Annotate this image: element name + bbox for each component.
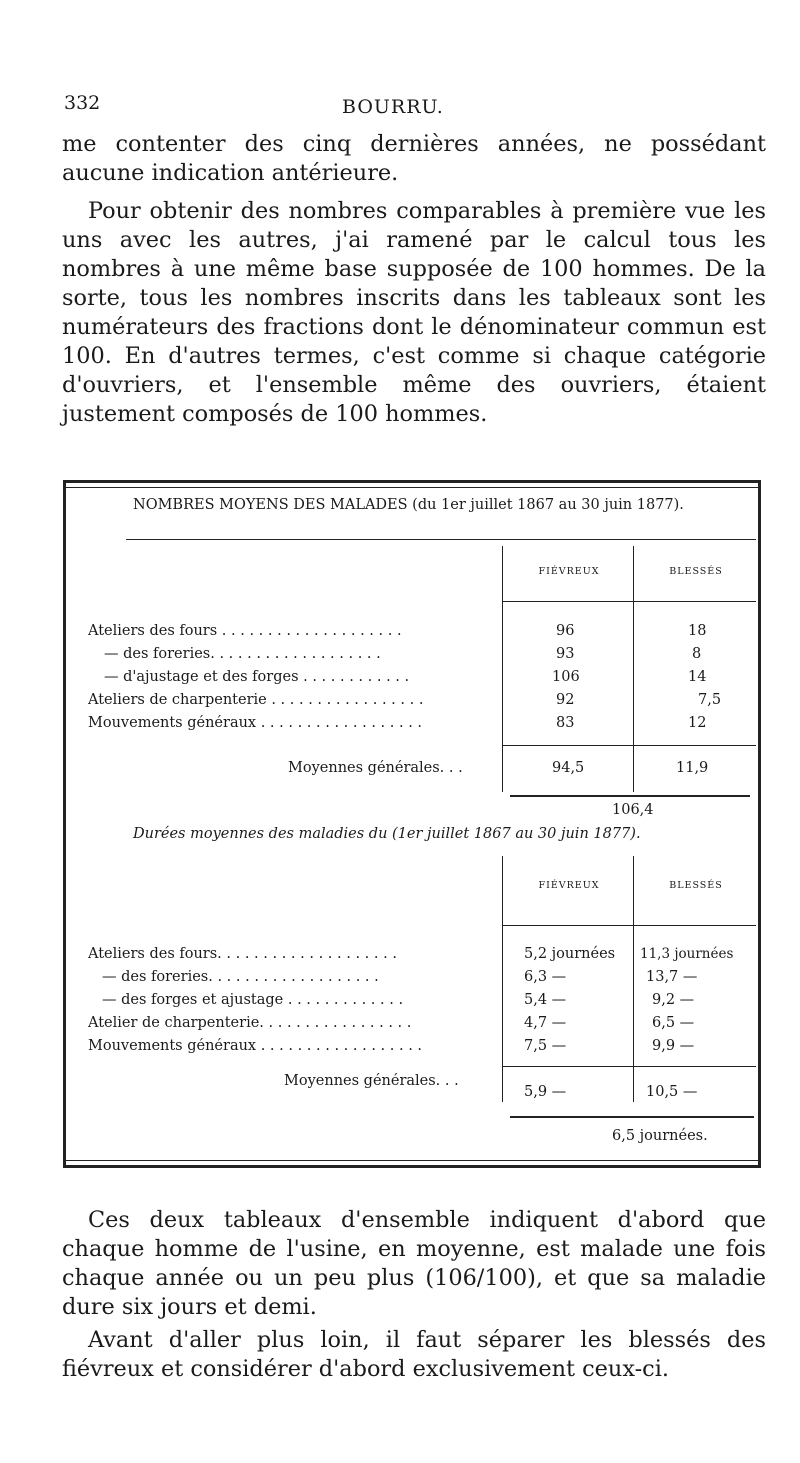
table1-cell-fievreux: 92 bbox=[556, 692, 575, 708]
table2-mean-label: Moyennes générales. . . bbox=[284, 1073, 459, 1089]
table1-cell-blesses: 7,5 bbox=[698, 692, 722, 708]
table2-cell-blesses: 11,3 journées bbox=[640, 946, 734, 962]
paragraph-2: Pour obtenir des nombres comparables à première vue les uns avec les autres, j'ai ramené par le calcul tous les nombres à une même base supposée de 100 hommes. De la sorte, tous les nombres inscrits dans les tableaux sont les numérateurs des fractions dont le dénominateur commun est 100. En d'autres termes, c'est comme si chaque catégorie d'ouvriers, et l'ensemble même des ouvriers, étaient justement composés de 100 hommes. bbox=[62, 198, 766, 427]
frame-inner-bottom-rule bbox=[66, 1160, 758, 1161]
table1-header-fievreux: FIÉVREUX bbox=[538, 566, 600, 577]
running-title: BOURRU. bbox=[342, 96, 444, 118]
table1-mean-blesses: 11,9 bbox=[676, 760, 709, 776]
table2-cell-blesses: 13,7 — bbox=[646, 969, 698, 985]
table1-sum-rule bbox=[502, 745, 756, 746]
table1-title: NOMBRES MOYENS DES MALADES (du 1er juillet 1867 au 30 juin 1877). bbox=[133, 497, 684, 513]
table2-cell-fievreux: 4,7 — bbox=[524, 1015, 567, 1031]
table1-col-divider-left bbox=[502, 546, 503, 792]
table1-mean-fievreux: 94,5 bbox=[552, 760, 585, 776]
table2-header-fievreux: FIÉVREUX bbox=[538, 880, 600, 891]
table1-row-label: Ateliers des fours . . . . . . . . . . . . . . . . . . . . bbox=[88, 623, 402, 639]
table1-row-label: Mouvements généraux . . . . . . . . . . . . . . . . . . bbox=[88, 715, 423, 731]
paragraph-1: me contenter des cinq dernières années, ne possédant aucune indication antérieure. bbox=[62, 131, 766, 186]
paragraph-4: Avant d'aller plus loin, il faut séparer les blessés des fiévreux et considérer d'abord exclusivement ceux-ci. bbox=[62, 1327, 766, 1382]
table2-cell-blesses: 9,9 — bbox=[652, 1038, 695, 1054]
table2-title: Durées moyennes des maladies du (1er juillet 1867 au 30 juin 1877). bbox=[133, 826, 641, 842]
table2-cell-blesses: 6,5 — bbox=[652, 1015, 695, 1031]
table1-header-blesses: BLESSÉS bbox=[669, 566, 723, 577]
table2-row-label: — des forges et ajustage . . . . . . . . . . . . . bbox=[102, 992, 404, 1008]
table1-header-rule bbox=[502, 601, 756, 602]
table2-cell-blesses: 9,2 — bbox=[652, 992, 695, 1008]
table1-cell-blesses: 12 bbox=[688, 715, 707, 731]
table1-row-label: — des foreries. . . . . . . . . . . . . . . . . . . bbox=[104, 646, 381, 662]
table2-header-blesses: BLESSÉS bbox=[669, 880, 723, 891]
table2-row-label: Mouvements généraux . . . . . . . . . . . . . . . . . . bbox=[88, 1038, 423, 1054]
table2-cell-fievreux: 7,5 — bbox=[524, 1038, 567, 1054]
table2-cell-fievreux: 6,3 — bbox=[524, 969, 567, 985]
table2-cell-fievreux: 5,4 — bbox=[524, 992, 567, 1008]
table1-cell-fievreux: 106 bbox=[552, 669, 580, 685]
table2-sum-rule bbox=[502, 1066, 756, 1067]
table1-cell-fievreux: 96 bbox=[556, 623, 575, 639]
table1-cell-blesses: 8 bbox=[692, 646, 702, 662]
table1-cell-fievreux: 83 bbox=[556, 715, 575, 731]
page-number: 332 bbox=[64, 92, 101, 114]
frame-inner-top-rule bbox=[66, 487, 758, 488]
table1-cell-blesses: 14 bbox=[688, 669, 707, 685]
table2-row-label: Atelier de charpenterie. . . . . . . . . . . . . . . . . bbox=[88, 1015, 412, 1031]
table2-row-label: Ateliers des fours. . . . . . . . . . . . . . . . . . . . bbox=[88, 946, 397, 962]
table2-mean-blesses: 10,5 — bbox=[646, 1084, 698, 1100]
table2-header-rule bbox=[502, 925, 756, 926]
paragraph-3: Ces deux tableaux d'ensemble indiquent d'abord que chaque homme de l'usine, en moyenne, est malade une fois chaque année ou un peu plus (106/100), et que sa maladie dure six jours et demi. bbox=[62, 1207, 766, 1320]
table1-row-label: — d'ajustage et des forges . . . . . . . . . . . . bbox=[104, 669, 410, 685]
table1-title-rule bbox=[126, 539, 756, 540]
tables-frame bbox=[63, 480, 761, 1168]
table2-cell-fievreux: 5,2 journées bbox=[524, 946, 616, 962]
table1-mean-label: Moyennes générales. . . bbox=[288, 760, 463, 776]
table1-total-rule bbox=[510, 795, 750, 797]
table2-total-rule bbox=[510, 1116, 754, 1118]
table2-grand-total: 6,5 journées. bbox=[612, 1128, 708, 1144]
table1-cell-blesses: 18 bbox=[688, 623, 707, 639]
table1-col-divider-mid bbox=[633, 546, 634, 792]
table1-cell-fievreux: 93 bbox=[556, 646, 575, 662]
table1-row-label: Ateliers de charpenterie . . . . . . . . . . . . . . . . . bbox=[88, 692, 424, 708]
table2-row-label: — des foreries. . . . . . . . . . . . . . . . . . . bbox=[102, 969, 379, 985]
table1-grand-total: 106,4 bbox=[612, 802, 654, 818]
table2-mean-fievreux: 5,9 — bbox=[524, 1084, 567, 1100]
